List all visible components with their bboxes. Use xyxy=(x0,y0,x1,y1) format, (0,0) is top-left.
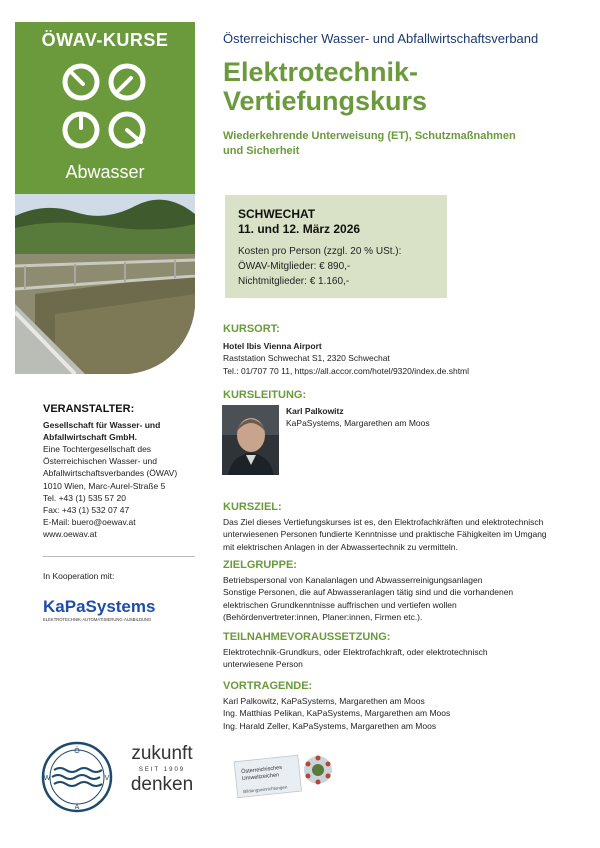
organizer-line: Abfallwirtschaftsverbandes (ÖWAV) xyxy=(43,468,178,479)
teilnahme-text xyxy=(223,646,588,671)
speaker-item: Ing. Matthias Pelikan, KaPaSystems, Margarethen am Moos xyxy=(223,708,451,719)
venue-name: Hotel Ibis Vienna Airport xyxy=(223,341,322,351)
date-cost-box xyxy=(225,195,447,298)
organizer-line: Eine Tochtergesellschaft des xyxy=(43,444,152,454)
svg-text:A: A xyxy=(74,804,80,811)
zielgruppe-line: Betriebspersonal von Kanalanlagen und Abwasserreinigungsanlagen xyxy=(223,575,483,585)
organizer-name-line: Gesellschaft für Wasser- und xyxy=(43,420,161,430)
zielgruppe-line: Sonstige Personen, die auf Abwasseranlagen tätig sind und die vorhandenen xyxy=(223,587,514,598)
course-subtitle xyxy=(223,129,523,159)
course-date: 11. und 12. März 2026 xyxy=(238,222,361,236)
course-subtitle-line1: Wiederkehrende Unterweisung (ET), Schutzmaßnahmen xyxy=(223,130,516,142)
date-block xyxy=(238,207,360,237)
course-title-line1: Elektrotechnik- xyxy=(223,57,419,87)
organizer-name-line: Abfallwirtschaft GmbH. xyxy=(43,432,137,442)
brand-panel xyxy=(15,22,195,194)
svg-text:KaPaSystems: KaPaSystems xyxy=(43,597,155,616)
svg-text:Umweltzeichen: Umweltzeichen xyxy=(241,772,280,783)
kursleitung-heading: KURSLEITUNG: xyxy=(223,389,307,401)
kursziel-line: unterwiesenen Personen fundierte Kenntnisse und praktische Fähigkeiten im Umgang xyxy=(223,529,547,540)
zielgruppe-text xyxy=(223,574,588,623)
brand-title: ÖWAV-KURSE xyxy=(41,30,169,50)
vortragende-list xyxy=(223,695,588,732)
svg-text:ELEKTROTECHNIK·AUTOMATISIERUNG: ELEKTROTECHNIK·AUTOMATISIERUNG·AUSBILDUNG xyxy=(43,617,152,622)
course-title-line2: Vertiefungskurs xyxy=(223,86,428,116)
kursziel-heading: KURSZIEL: xyxy=(223,501,282,513)
teilnahme-heading: TEILNAHMEVORAUSSETZUNG: xyxy=(223,631,391,643)
organizer-address: 1010 Wien, Marc-Aurel-Straße 5 xyxy=(43,480,166,491)
kursort-section xyxy=(223,340,583,377)
svg-text:Österreichisches: Österreichisches xyxy=(240,764,283,776)
vortragende-heading: VORTRAGENDE: xyxy=(223,680,313,692)
organizer-phone: Tel. +43 (1) 535 57 20 xyxy=(43,492,126,503)
course-subtitle-line2: und Sicherheit xyxy=(223,145,300,157)
kapasystems-logo xyxy=(43,594,155,624)
cooperation-label: In Kooperation mit: xyxy=(43,571,115,581)
slogan-bottom: denken xyxy=(130,774,194,795)
oewav-symbol-icon xyxy=(61,62,151,154)
zielgruppe-heading: ZIELGRUPPE: xyxy=(223,559,297,571)
kursziel-line: Das Ziel dieses Vertiefungskurses ist es, den Elektrofachkräften und elektrotechnisch xyxy=(223,517,544,527)
speaker-item: Karl Palkowitz, KaPaSystems, Margarethen am Moos xyxy=(223,696,425,706)
organization-name: Österreichischer Wasser- und Abfallwirtschaftsverband xyxy=(223,31,539,46)
organizer-block xyxy=(43,403,198,541)
slogan-top: zukunft xyxy=(131,743,193,764)
organizer-heading: VERANSTALTER: xyxy=(43,403,135,415)
svg-text:V: V xyxy=(104,775,110,782)
course-title xyxy=(223,58,583,116)
organizer-website[interactable]: www.oewav.at xyxy=(43,529,97,540)
instructor-company: KaPaSystems, Margarethen am Moos xyxy=(286,418,430,429)
kursort-heading: KURSORT: xyxy=(223,323,280,335)
organizer-line: Österreichischen Wasser- und xyxy=(43,456,158,467)
cost-nonmembers: Nichtmitglieder: € 1.160,- xyxy=(238,276,350,287)
slogan-since: SEIT 1909 xyxy=(138,767,186,773)
kursziel-text xyxy=(223,516,588,553)
teilnahme-line: unterwiesene Person xyxy=(223,659,303,670)
speaker-item: Ing. Harald Zeller, KaPaSystems, Margarethen am Moos xyxy=(223,720,437,731)
organizer-email[interactable]: E-Mail: buero@oewav.at xyxy=(43,517,136,528)
instructor-name: Karl Palkowitz xyxy=(286,406,344,416)
course-city: SCHWECHAT xyxy=(238,207,316,221)
organizer-fax: Fax: +43 (1) 532 07 47 xyxy=(43,505,130,516)
cost-members: ÖWAV-Mitglieder: € 890,- xyxy=(238,261,351,272)
kursleitung-section xyxy=(286,405,546,430)
wastewater-plant-photo xyxy=(15,194,195,374)
instructor-photo xyxy=(222,405,279,475)
cost-block xyxy=(238,244,401,289)
venue-contact: Tel.: 01/707 70 11, https://all.accor.com/hotel/9320/index.de.shtml xyxy=(223,365,470,376)
brand-subtitle: Abwasser xyxy=(65,162,145,182)
svg-text:Bildungseinrichtungen: Bildungseinrichtungen xyxy=(243,784,288,795)
svg-text:Ö: Ö xyxy=(74,748,80,755)
divider xyxy=(43,556,195,557)
oewav-seal-logo xyxy=(40,740,114,814)
teilnahme-line: Elektrotechnik-Grundkurs, oder Elektrofachkraft, oder elektrotechnisch xyxy=(223,647,488,657)
slogan xyxy=(122,744,202,795)
zielgruppe-line: elektrischen Grundkenntnisse auffrischen und vertiefen wollen xyxy=(223,599,457,610)
cost-label: Kosten pro Person (zzgl. 20 % USt.): xyxy=(238,246,402,257)
svg-text:W: W xyxy=(43,775,51,782)
kursziel-line: mit elektrischen Anlagen in der Abwassertechnik zu vermitteln. xyxy=(223,541,458,552)
umweltzeichen-logo xyxy=(232,748,340,804)
zielgruppe-line: (Behördenvertreter:innen, Planer:innen, Firmen etc.). xyxy=(223,611,423,622)
venue-address: Raststation Schwechat S1, 2320 Schwechat xyxy=(223,353,390,364)
